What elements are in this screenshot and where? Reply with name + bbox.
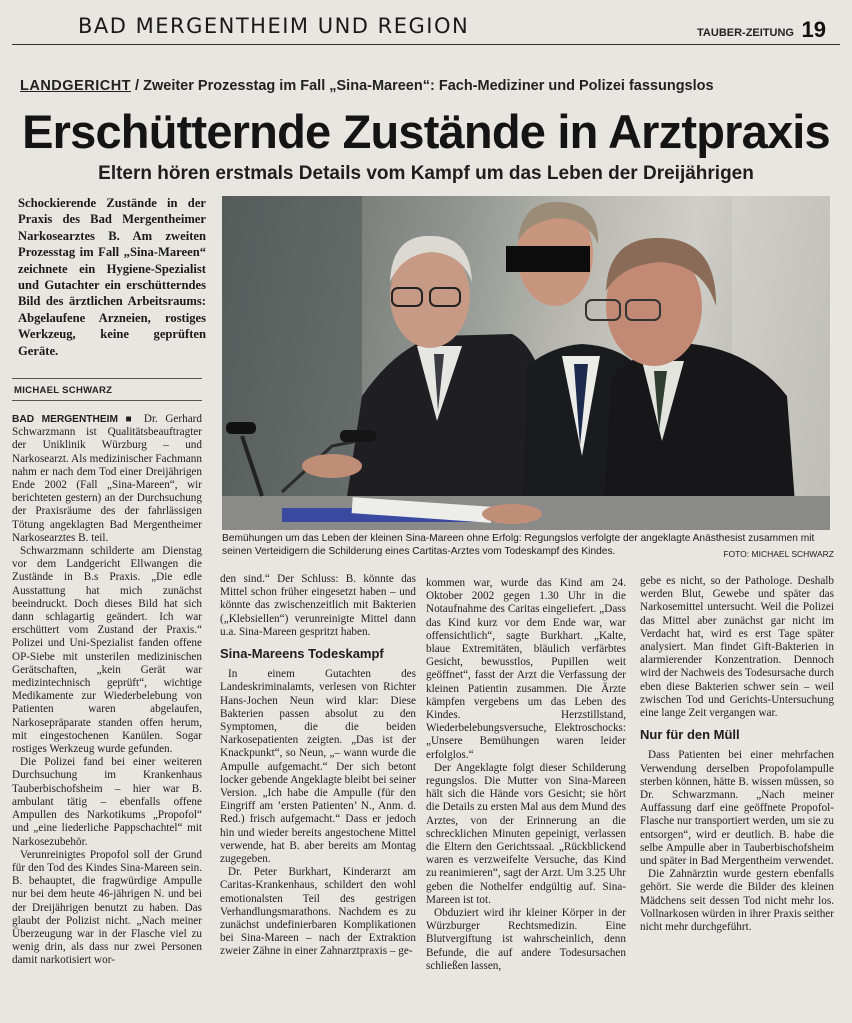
photo-credit: FOTO: MICHAEL SCHWARZ — [723, 548, 834, 559]
column-3-paragraph-3: Obduziert wird ihr kleiner Körper in der Würzburger Rechtsmedizin. Eine Blutvergiftung ist wahrscheinlich, denn Befunde, die auf andere Todesursachen schließen lassen, — [426, 907, 626, 972]
dateline: BAD MERGENTHEIM ■ — [12, 414, 137, 425]
column-1-paragraph-2: Schwarzmann schilderte am Dienstag vor dem Landgericht Ellwangen die Zustände in B.s Praxis. „Die edle Ausstattung hat mich zunächst beeindruckt. Doch dieses Bild hat sich dann schlagartig geändert. Ich war erschüttert vom Zustand der Praxis.“ Polizei und Uni-Spezialist fanden offene OP-Siebe mit unsterilen medizinischen Gerätschaften, „kein Gerät war medizintechnisch geprüft“, wichtige Medikamente zur Wiederbelebung von Patienten waren abgelaufen, Narkosepräparate standen offen herum, mit eingestochenen Kanülen. Sogar rostiges Werkzeug wurde gefunden. — [12, 545, 202, 756]
kicker-text: / Zweiter Prozesstag im Fall „Sina-Mareen“: Fach-Mediziner und Polizei fassungslos — [131, 78, 714, 94]
court-photo-illustration — [222, 196, 830, 530]
column-1-paragraph-1 — [12, 413, 202, 545]
column-4-paragraph-1: gebe es nicht, so der Pathologe. Deshalb werden Blut, Gewebe und später das Narkosemittel untersucht. Weil die Polizei das Mittel aber zunächst gar nicht im Verdacht hat, wird es erst Tage später analysiert. Man findet Gift-Bakterien in alarmierender Konzentration. Dennoch wird der Nachweis des Todesursache durch eben diese Bakterien schwer sein – weil zwischen Tod und Gerichts-Untersuchung eine lange Zeit vergangen war. — [640, 575, 834, 720]
page-number: 19 — [801, 17, 826, 42]
author-byline: MICHAEL SCHWARZ — [14, 385, 113, 396]
column-3-paragraph-1: kommen war, wurde das Kind am 24. Oktober 2002 gegen 1.30 Uhr in die Notaufnahme des Caritas eingeliefert. „Dass das Kind kurz vor dem Ende war, war offensichtlich“, sagte Burkhart. „Kalte, blaue Extremitäten, bläulich verfärbtes Gesicht, bewusstlos, Pupillen weit geöffnet“, fasst der Arzt die Verfassung der kleinen Patientin zusammen. Die Ärzte kämpfen vergebens um das Leben des Kindes. Herzstillstand, Wiederbelebungsversuche, Elektroschocks: „Unsere Bemühungen waren leider erfolglos.“ — [426, 577, 626, 761]
lead-paragraph: Schockierende Zustände in der Praxis des Bad Mergentheimer Narkosearztes B. Am zweiten Prozesstag im Fall „Sina-Mareen“ zeichnete ein Hygiene-Spezialist und Gutachter ein erschütterndes Bild des ärztlichen Arbeitsraums: Abgelaufene Arzneien, rostiges Werkzeug, keine geprüften Geräte. — [18, 196, 206, 358]
column-4-paragraph-3: Die Zahnärztin wurde gestern ebenfalls gehört. Sie werde die Bilder des kleinen Mädchens seit dessen Tod nicht mehr los. Vollnarkosen würden in ihrer Praxis seither nicht mehr durchgeführt. — [640, 868, 834, 934]
section-title: BAD MERGENTHEIM UND REGION — [78, 14, 470, 38]
article-column-3 — [426, 577, 626, 1017]
column-4-paragraph-2: Dass Patienten bei einer mehrfachen Verwendung derselben Propofolampulle sterben können, hätte B. wissen müssen, so Dr. Schwarzmann. „Nach meiner Auffassung darf eine geöffnete Propofol-Flasche nur transportiert werden, um sie zu entsorgen“, wird er deutlich. B. habe die selbe Ampulle aber in Tauberbischofsheim und später in Bad Mergentheim verwendet. — [640, 749, 834, 868]
subheading-muell: Nur für den Müll — [640, 727, 740, 743]
court-photo — [222, 196, 830, 530]
headline: Erschütternde Zustände in Arztpraxis — [22, 105, 830, 158]
header-rule — [12, 44, 840, 45]
kicker — [20, 78, 820, 94]
author-rule-bottom — [12, 400, 202, 401]
column-2-paragraph-1: den sind.“ Der Schluss: B. könnte das Mittel schon früher eingesetzt haben – und könnte das zwischenzeitlich mit Bakterien („Klebsiellen“) verunreinigte Mittel dann u.a. Sina-Mareen gespritzt haben. — [220, 573, 416, 638]
column-1-paragraph-1-text: Dr. Gerhard Schwarzmann ist Qualitätsbeauftragter der Uniklinik Würzburg – und Narkosearzt. Als medizinischer Fachmann nahm er nach dem Tod einer Dreijährigen Ende 2002 (Fall „Sina-Mareen“, wir berichteten gestern) an der Durchsuchung der Praxisräume des der fahrlässigen Tötung angeklagten Bad Mergentheimer Narkosearztes B. teil. — [12, 413, 202, 544]
newspaper-name: TAUBER-ZEITUNG — [697, 27, 794, 39]
subheading-todeskampf: Sina-Mareens Todeskampf — [220, 646, 384, 662]
author-rule-top — [12, 378, 202, 379]
kicker-label: LANDGERICHT — [20, 78, 132, 94]
column-2-paragraph-3: Dr. Peter Burkhart, Kinderarzt am Caritas-Krankenhaus, schildert den wohl emotionalsten Teil des gestrigen Verhandlungsmarathons. Nachdem es zu zunächst undefinierbaren Komplikationen bei Sina-Mareen – nach der Extraktion zweier Zähne in einer Zahnarztpraxis – ge- — [220, 866, 416, 958]
article-column-2 — [220, 573, 416, 1018]
column-2-paragraph-2: In einem Gutachten des Landeskriminalamts, verlesen von Richter Hans-Jochen Neun wird klar: Diese Bakterien passen absolut zu den Symptomen, die die beiden Narkosepatienten zeigten. „Das ist der Knackpunkt“, so Neun, „– wann wurde die Ampulle aufgemacht.“ Der sich betont locker gebende Angeklagte bleibt bei seiner Version. „Ich habe die Ampulle (für den Eingriff am ’ersten Patienten’ N., Anm. d. Red.) frisch aufgemacht.“ Dass er jedoch hin und wieder bereits angestochene Mittel verwende, hat B. aber bereits am Montag zugegeben. — [220, 668, 416, 866]
caption-text: Bemühungen um das Leben der kleinen Sina-Mareen ohne Erfolg: Regungslos verfolgte der angeklagte Anästhesist zusammen mit seinen Verteidigern die Schilderung eines Cartitas-Arztes vom Todeskampf des Kindes. — [222, 533, 815, 557]
column-1-paragraph-4: Verunreinigtes Propofol soll der Grund für den Tod des Kindes Sina-Mareen sein. B. behauptet, die fragwürdige Ampulle nur bei dem heute 46-jährigen N. und bei der Dreijährigen benutzt zu haben. Das glaubt der Polizist nicht. „Nach meiner Überzeugung war in der Flasche viel zu wenig drin, als dass nur zwei Personen damit narkotisiert wor- — [12, 848, 202, 967]
article-column-1 — [12, 413, 202, 1013]
subheadline: Eltern hören erstmals Details vom Kampf um das Leben der Dreijährigen — [98, 163, 754, 184]
column-3-paragraph-2: Der Angeklagte folgt dieser Schilderung regungslos. Die Mutter von Sina-Mareen hält sich die Hände vors Gesicht; sie hört die Details zu ersten Mal aus dem Mund des Arztes, von der Erinnerung an die schrecklichen Minuten gepeinigt, verlassen die Eltern den Gerichtssaal. „Rückblickend waren es verzweifelte Versuche, das Kind zu reanimieren“, sagt der Arzt. Um 3.25 Uhr geben die Nothelfer endgültig auf. Sina-Mareen ist tot. — [426, 761, 626, 906]
article-column-4 — [640, 575, 834, 1015]
photo-caption — [222, 533, 834, 560]
column-1-paragraph-3: Die Polizei fand bei einer weiteren Durchsuchung im Krankenhaus Tauberbischofsheim – hier war B. ambulant tätig – ebenfalls offene Ampullen des Narkotikums „Propofol“ und „eine liederliche Pappschachtel“ mit Narkosezubehör. — [12, 756, 202, 848]
